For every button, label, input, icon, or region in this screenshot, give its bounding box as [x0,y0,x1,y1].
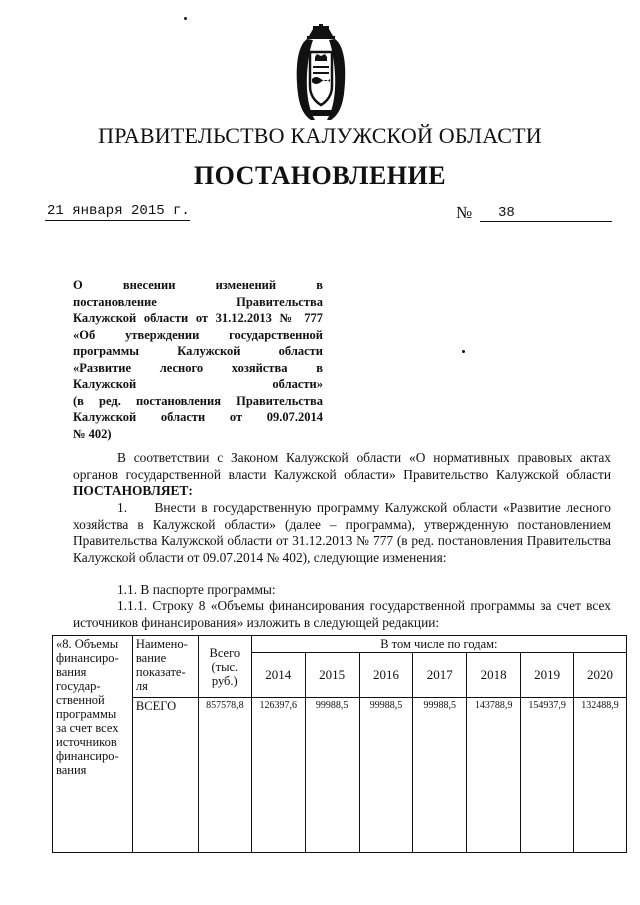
financing-table [52,635,627,853]
row-total-value: 857578,8 [198,698,251,853]
document-subject [73,277,323,442]
section-cell: «8. Объемы финансиро- вания государ- ственной программы за счет всех источников финансиро- вания [53,636,133,853]
indicator-header: Наимено- вание показате- ля [132,636,198,698]
item-number: 1. [117,500,128,515]
paragraph-item-1-1-1 [73,598,611,631]
year-value: 99988,5 [305,698,359,853]
date-underline [45,220,190,221]
subject-line: «Об утверждении государственной [73,327,323,342]
subject-line: Калужской области от 09.07.2014 [73,410,323,424]
subject-line: № 402) [73,426,112,441]
year-value: 99988,5 [359,698,413,853]
number-sign: № [456,203,473,222]
item-1-1-1-text: 1.1.1. Строку 8 «Объемы финансирования государственной программы за счет всех источников финансирования» изложить в следующей редакции: [73,598,611,630]
item-text: Внести в государственную программу Калужской области «Развитие лесного хозяйства в Калужской области» (далее – программа), утвержденную постановлением Правительства Калужской области от 31.12.2013 № 777 (в ред. постановления Правительства Калужской области от 09.07.2014 № 402), следующие изменения: [73,500,611,565]
year-value: 154937,9 [521,698,574,853]
document-number: 38 [498,205,515,221]
year-value: 126397,6 [251,698,305,853]
paragraph-preamble [73,450,611,500]
paragraph-item-1-1 [73,582,611,599]
total-header: Всего (тыс. руб.) [198,636,251,698]
subject-line: Калужской области» [73,377,323,391]
number-underline [480,221,612,222]
year-header: 2020 [574,653,627,698]
row-label: ВСЕГО [132,698,198,853]
scan-speck [184,17,187,20]
resolves-keyword: ПОСТАНОВЛЯЕТ: [73,483,193,498]
subject-line: О внесении изменений в [73,278,323,292]
preamble-text: В соответствии с Законом Калужской области «О нормативных правовых актах органов государственной власти Калужской области» Правительство Калужской области [73,450,611,482]
by-years-header: В том числе по годам: [251,636,626,653]
year-header: 2017 [413,653,467,698]
year-value: 132488,9 [574,698,627,853]
document-kind-title: ПОСТАНОВЛЕНИЕ [193,161,447,190]
subject-line: (в ред. постановления Правительства [73,393,323,408]
year-header: 2018 [467,653,521,698]
subject-line: Калужской области от 31.12.2013 № 777 [73,311,323,325]
subject-line: «Развитие лесного хозяйства в [73,360,323,375]
government-title: ПРАВИТЕЛЬСТВО КАЛУЖСКОЙ ОБЛАСТИ [98,123,542,148]
year-header: 2016 [359,653,413,698]
year-header: 2019 [521,653,574,698]
year-value: 143788,9 [467,698,521,853]
year-header: 2015 [305,653,359,698]
subject-line: программы Калужской области [73,344,323,358]
year-value: 99988,5 [413,698,467,853]
year-header: 2014 [251,653,305,698]
item-1-1-text: 1.1. В паспорте программы: [117,582,276,597]
paragraph-item-1 [73,500,611,566]
scan-speck [462,350,465,353]
document-date: 21 января 2015 г. [47,203,190,219]
coat-of-arms-emblem [293,24,349,122]
subject-line: постановление Правительства [73,294,323,309]
